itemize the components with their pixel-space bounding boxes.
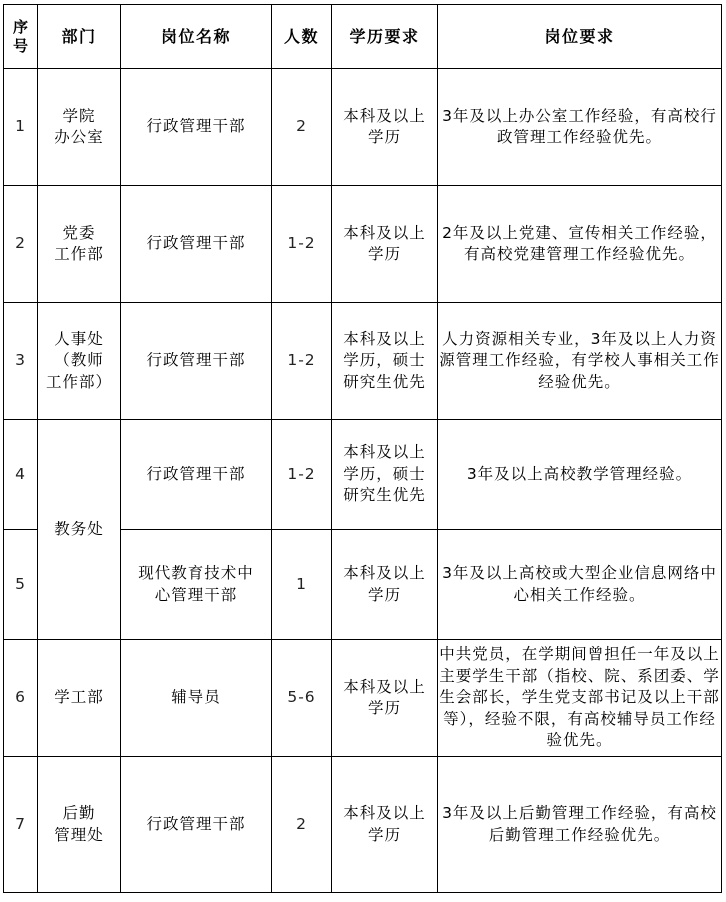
row-count: 1-2 [272,186,332,303]
row-position: 行政管理干部 [121,420,272,530]
row-position: 行政管理干部 [121,303,272,420]
row-count: 1-2 [272,420,332,530]
header-requirements: 岗位要求 [438,5,722,69]
row-seq: 6 [4,640,38,757]
row-education: 本科及以上 学历，硕士 研究生优先 [332,420,438,530]
table-row [4,303,722,420]
row-count: 1 [272,530,332,640]
row-count: 2 [272,69,332,186]
row-requirements: 人力资源相关专业，3年及以上人力资源管理工作经验，有学校人事相关工作经验优先。 [438,303,722,420]
row-position: 行政管理干部 [121,69,272,186]
row-dept: 党委 工作部 [38,186,121,303]
table-row [4,186,722,303]
row-position: 现代教育技术中 心管理干部 [121,530,272,640]
row-education: 本科及以上 学历，硕士 研究生优先 [332,303,438,420]
row-education: 本科及以上 学历 [332,757,438,893]
header-position: 岗位名称 [121,5,272,69]
row-seq: 2 [4,186,38,303]
row-seq: 1 [4,69,38,186]
row-position: 行政管理干部 [121,186,272,303]
row-dept: 人事处 （教师 工作部） [38,303,121,420]
header-row [4,5,722,69]
row-dept: 学院 办公室 [38,69,121,186]
row-seq: 7 [4,757,38,893]
row-requirements: 3年及以上后勤管理工作经验，有高校后勤管理工作经验优先。 [438,757,722,893]
row-position: 行政管理干部 [121,757,272,893]
header-education: 学历要求 [332,5,438,69]
row-education: 本科及以上 学历 [332,186,438,303]
table-row [4,757,722,893]
row-seq: 3 [4,303,38,420]
header-count: 人数 [272,5,332,69]
recruitment-table [3,4,722,893]
table-row [4,640,722,757]
row-count: 5-6 [272,640,332,757]
row-dept: 教务处 [38,420,121,640]
row-seq: 5 [4,530,38,640]
row-dept: 学工部 [38,640,121,757]
row-education: 本科及以上 学历 [332,69,438,186]
table-row [4,69,722,186]
row-education: 本科及以上 学历 [332,640,438,757]
row-requirements: 3年及以上高校或大型企业信息网络中心相关工作经验。 [438,530,722,640]
row-requirements: 中共党员，在学期间曾担任一年及以上主要学生干部（指校、院、系团委、学生会部长，学生党支部书记及以上干部等），经验不限，有高校辅导员工作经验优先。 [438,640,722,757]
header-seq: 序号 [4,5,38,69]
row-dept: 后勤 管理处 [38,757,121,893]
row-count: 1-2 [272,303,332,420]
table-row [4,420,722,530]
row-count: 2 [272,757,332,893]
row-requirements: 3年及以上办公室工作经验，有高校行政管理工作经验优先。 [438,69,722,186]
row-requirements: 3年及以上高校教学管理经验。 [438,420,722,530]
row-requirements: 2年及以上党建、宣传相关工作经验，有高校党建管理工作经验优先。 [438,186,722,303]
header-dept: 部门 [38,5,121,69]
row-education: 本科及以上 学历 [332,530,438,640]
row-seq: 4 [4,420,38,530]
row-position: 辅导员 [121,640,272,757]
